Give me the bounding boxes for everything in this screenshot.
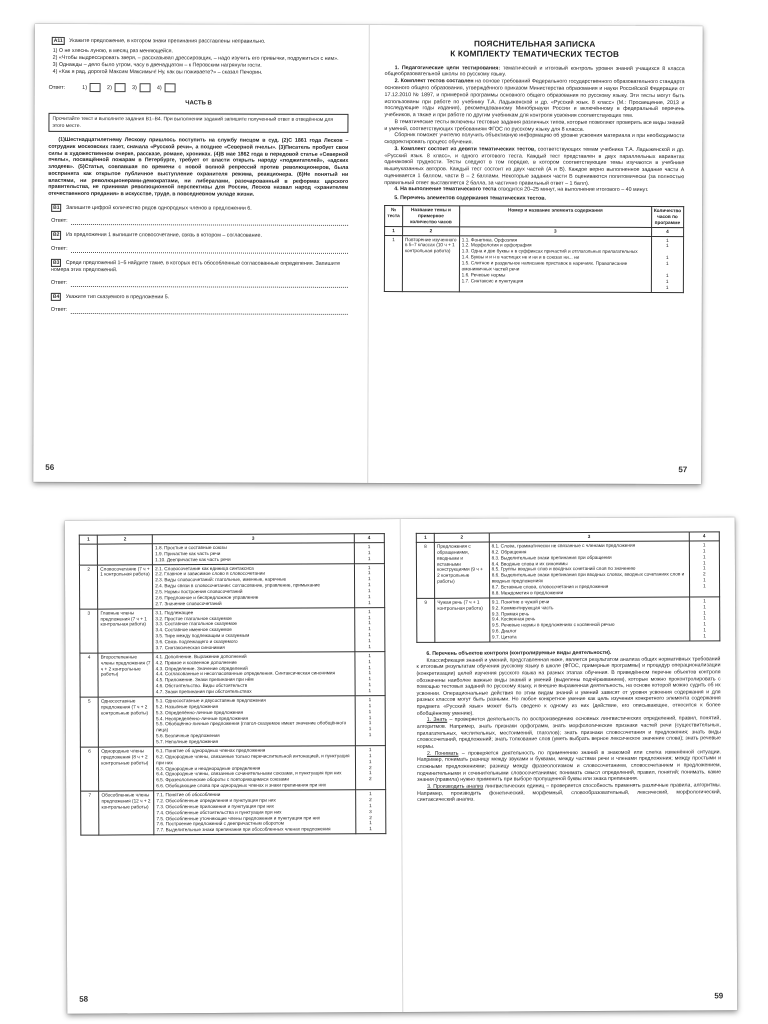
topic-cell: Словосочетание (7 ч + 1 контрольная работа) (98, 564, 153, 608)
task-label: B4 (51, 293, 61, 301)
test-number: 6 (80, 747, 99, 791)
hours-value: 1 (368, 614, 371, 620)
section-6 (416, 649, 721, 804)
element-item: 7.6. Построение предложений с деепричастным оборотом (156, 820, 284, 827)
answer-label: Ответ: (51, 245, 68, 252)
hours-value: 1 (368, 638, 371, 644)
topic-cell: Предложения с обращениями, вводными и вставными конструкциями (9 ч + 2 контрольные работы) (435, 542, 490, 598)
topic-cell (98, 544, 153, 565)
element-item: 8.7. Вставные слова, словосочетания и предложения (491, 583, 609, 590)
element-item: 7.7. Выделительные знаки препинания при обособленных членах предложения (156, 826, 331, 833)
section-heading: 6. Перечень объектов контроля (контролируемые виды деятельности). (426, 649, 612, 657)
column-number: 3 (152, 534, 353, 544)
task-b1 (48, 204, 348, 226)
task-label: A11 (52, 37, 65, 45)
control-item (417, 716, 721, 751)
column-number: 3 (459, 226, 651, 236)
hours-value: 1 (702, 542, 706, 548)
paragraph-body: В тематические тесты включены тестовые задания различных типов, которые позволяют проверить все виды знаний и умений, соответствующих требованиям ФГОС по русскому языку для 8 класса. (384, 118, 685, 133)
element-item: 3.3. Составное глагольное сказуемое (155, 621, 238, 627)
element-item: 4.5. Приложение. Знаки препинания при нём (155, 677, 254, 683)
options-list (49, 48, 349, 76)
bottom-spread (65, 517, 738, 1014)
top-spread (33, 24, 703, 484)
element-item: 9.3. Прямая речь (491, 610, 530, 617)
column-number: 4 (689, 532, 719, 541)
elements-cell (459, 235, 651, 292)
hours-value: 1 (666, 237, 669, 243)
hours-value: 2 (369, 814, 372, 820)
title-line: К КОМПЛЕКТУ ТЕМАТИЧЕСКИХ ТЕСТОВ (450, 49, 620, 59)
element-item: 4.3. Определение. Значение определений (155, 665, 248, 671)
hours-value: 1 (367, 544, 371, 550)
test-number: 7 (81, 791, 100, 835)
task-label: B1 (51, 204, 61, 212)
hours-value: 1 (703, 609, 706, 615)
topic-cell: Главные члены предложения (7 ч + 1 контрольная работа) (98, 608, 153, 652)
element-item: 1.4. Буквы и и н в частицах не и ни и в союзах ни... ни (461, 254, 580, 260)
element-item: 5.5. Обобщённо-личные предложения (глагол-сказуемое имеет значение обобщённого лица) (155, 720, 347, 733)
elements-cell (153, 607, 355, 652)
page-56 (33, 24, 369, 483)
task-label: B3 (51, 259, 61, 267)
hours-cell (354, 563, 385, 607)
topic-cell: Второстепенные члены предложения (7 ч + 2 контрольные работы) (98, 653, 153, 697)
elements-cell (489, 597, 689, 642)
hours-value: 1 (368, 714, 372, 720)
hours-cell (354, 651, 385, 695)
table-header: Номер и название элемента содержания (459, 206, 651, 227)
page-number: 57 (678, 465, 688, 475)
column-number: 1 (385, 226, 403, 235)
hours-value: 1 (369, 791, 372, 797)
element-item: 1.6. Речевые нормы (461, 272, 506, 278)
column-number: 4 (651, 227, 683, 236)
paragraph-lead: 1. Педагогические цели тестирования: (394, 64, 501, 72)
paragraph-lead: 2. Комплект тестов составлен (394, 78, 474, 85)
elements-cell (489, 541, 689, 598)
element-item: 1.10. Деепричастие как часть речи (155, 556, 231, 562)
hours-value: 1 (665, 261, 669, 267)
item-body: лингвистических единиц – проверяется способность применять различные правила, алгоритмы. Например, производить фонетический, морфемный, словообразовательный, лексический, морфологический, синтаксический анализ. (417, 782, 722, 804)
page-58 (65, 519, 403, 1014)
table-row (384, 235, 683, 292)
paragraph-body: на основе требований Федерального государственного образовательного стандарта основного общего образования, утверждённого приказом Министерства образования и науки Российской Федерации от 17.12.2010 № 1897, и примерной программы основного общего образования по русскому языку. Эти тесты могут быть использованы при работе по учебнику Т.А. Ладыженской и др. «Русский язык. 8 класс» (М.: Просвещение, 2013 и последующие годы издания), рекомендованному Минобрнауки России и включённому в федеральный перечень учебников, а также и при работе по другим учебникам для контроля усвоения соответствующих тем. (384, 78, 685, 119)
element-item: 2.6. Предложное и беспредложное управление (155, 594, 259, 601)
hours-value: 1 (368, 752, 372, 758)
hours-value: 1 (368, 652, 371, 658)
element-item: 3.6. Связь подлежащего и сказуемого (155, 638, 238, 645)
table-header: Количество часов по программе (651, 206, 683, 227)
element-item: 3.7. Синтаксическая синонимия (155, 644, 225, 651)
element-item: 9.7. Цитата (492, 634, 517, 640)
element-item: 2.1. Словосочетание как единица синтаксиса (155, 565, 254, 571)
control-item (417, 782, 721, 804)
elements-cell (153, 543, 354, 565)
hours-value: 1 (665, 284, 669, 290)
element-item: 1.3. Одна и две буквы н в суффиксах причастий и отглагольных прилагательных (461, 248, 638, 255)
hours-value: 1 (666, 243, 669, 249)
element-item: 4.2. Прямое и косвенное дополнение (155, 659, 237, 665)
element-item: 4.4. Согласованные и несогласованные определения. Синтаксическая синонимия (155, 670, 336, 677)
element-item: 4.1. Дополнение. Выражение дополнений (155, 653, 247, 660)
instructions-box: Прочитайте текст и выполните задания В1–В4. При выполнении заданий запишите полученный ответ в отведённом для этого месте. (48, 113, 348, 133)
hours-value: 1 (368, 720, 372, 726)
hours-cell (689, 597, 720, 641)
hours-value: 1 (666, 255, 669, 261)
hours-value: 1 (367, 576, 371, 582)
paragraph-body: тематический и итоговый контроль уровня знаний учащихся 8 класса общеобразовательной школы по русскому языку. (384, 65, 685, 78)
answer-line-b1[interactable] (51, 218, 348, 226)
element-item: 5.6. Безличные предложения (156, 733, 220, 739)
task-text: Из предложения 1 выпишите словосочетание, связь в котором – согласование. (65, 232, 262, 240)
test-number: 8 (416, 542, 434, 598)
element-item: 3.2. Простое глагольное сказуемое (155, 615, 232, 621)
element-item: 8.2. Обращения (491, 549, 527, 555)
element-item: 8.1. Слова, грамматически не связанные с членами предложения (491, 542, 636, 549)
hours-value: 2 (368, 764, 372, 770)
task-b4 (48, 293, 348, 315)
tasks-b (48, 204, 348, 315)
hours-value: 1 (703, 604, 706, 610)
element-item: 1.2. Морфология и орфография (461, 242, 532, 248)
table-header: Название темы и примерное количество часов (403, 206, 460, 227)
element-item: 7.4. Обособленные обстоятельства и пунктуация при них (156, 809, 282, 815)
hours-value: 2 (369, 797, 372, 803)
element-item: 3.4. Составное именное сказуемое (155, 627, 232, 633)
test-number: 3 (80, 609, 99, 653)
hours-value: 1 (367, 582, 371, 588)
element-item: 1.9. Причастие как часть речи (155, 550, 221, 557)
element-item: 8.5. Группы вводных слов и вводных сочетаний слов по значению (491, 566, 636, 572)
hours-value: 1 (367, 549, 371, 555)
paragraph (384, 187, 684, 195)
page-number: 59 (714, 991, 724, 1001)
element-item: 4.6. Обстоятельство. Виды обстоятельств (155, 682, 248, 689)
hours-value: 1 (368, 732, 372, 738)
test-number: 5 (80, 697, 99, 747)
paragraph-lead: 4. На выполнение тематического теста (394, 186, 497, 193)
hours-value: 1 (703, 577, 706, 583)
topic-cell: Однородные члены предложения (8 ч + 2 контрольные работы) (99, 747, 154, 791)
hours-value: 1 (665, 273, 669, 279)
answer-box[interactable] (115, 84, 126, 93)
hours-value: 1 (703, 633, 706, 639)
elements-cell (154, 790, 356, 835)
element-item: 2.3. Виды словосочетаний: глагольные, именные, наречные (155, 576, 287, 583)
section-heading: 5. Перечень элементов содержания тематических тестов. (394, 195, 546, 202)
table-row (80, 745, 385, 791)
element-item: 9.5. Речевые нормы в предложениях с косвенной речью (491, 622, 615, 628)
hours-value: 2 (703, 571, 706, 577)
element-item: 8.8. Междометия в предложении (491, 590, 564, 596)
hours-value: 1 (368, 599, 371, 605)
page-number: 58 (79, 994, 89, 1004)
answer-box[interactable] (140, 84, 151, 93)
hours-value: 1 (368, 702, 372, 708)
column-number: 3 (489, 532, 689, 542)
hours-value: 1 (368, 688, 372, 694)
section-body: Классификация знаний и умений, представленная ниже, является результатом анализа общих нормативных требований к итоговым результатам обучения русскому языку в школе (ФГОС, примерные программы) и процедур операционализации (конкретизации) целей изучения русского языка на разных этапах обучения. В приведённом перечне объектов контроля обозначены наиболее важные виды знаний и умений (выделены подчёркиванием), которые можно проконтролировать с помощью тестовых заданий по русскому языку, и внешне выраженная деятельность, на основе которой можно судить об их усвоении. Операциональные действия по этим видам знаний и умений зависят от уровня усвоения содержания и для разных классов могут быть разными. Но любое конкретное умение как цель изучения конкретного элемента содержания предмета «Русский язык» может быть сведено к одному из них (действие, его описывающее, относится к более обобщённому умению). (416, 655, 721, 717)
topic-cell: Повторение изученного в 5–7 классах (10 ч + 1 контрольная работа) (402, 235, 459, 291)
paragraph (384, 78, 684, 120)
hours-value: 1 (368, 708, 372, 714)
hours-cell (354, 607, 385, 651)
explanatory-text (384, 65, 684, 203)
hours-value: 1 (368, 770, 372, 776)
hours-value: 1 (702, 554, 706, 560)
hours-value: 1 (368, 758, 372, 764)
content-table (384, 205, 684, 293)
hours-value: 1 (665, 278, 669, 284)
element-item: 6.3. Однородные и неоднородные определения (156, 765, 261, 771)
test-number: 9 (417, 598, 435, 642)
hours-value: 1 (367, 564, 371, 570)
item-body: – проверяется деятельность по воспроизведению основных лингвистических определений, правил, понятий, алгоритмов. Например, знать признаки орфограмм, знать морфологические признаки частей речи (существительных, прилагательных, числительных, местоимений, глаголов); знать признаки словосочетания и предложения; знать виды словосочетаний, предложений; знать толкование слов (уметь выбрать верное лексическое значение слова); знать речевые нормы. (416, 715, 721, 750)
element-item: 9.1. Понятие о чужой речи (491, 598, 550, 605)
page-59 (400, 517, 738, 1012)
item-body: – проверяется деятельность по применению знаний в знакомой или слегка изменённой ситуации. Например, понимать разницу между звуками и буквами, между частями речи и членами предложения; между простыми и сложными предложениями; разницу между фразеологизмом и словосочетанием, словосочетанием и предложением, подчинительными и сочинительными словосочетаниями; понимать смысл определений, правил, понятий; понимать, какие знания (правила) нужно применить при выборе пропущенной буквы или знака препинания. (416, 749, 722, 784)
hours-value: 1 (368, 682, 372, 688)
paragraph (384, 119, 684, 134)
column-number: 2 (98, 535, 153, 544)
hours-value: 1 (703, 583, 706, 589)
hours-value: 1 (369, 820, 372, 826)
title-line: ПОЯСНИТЕЛЬНАЯ ЗАПИСКА (473, 39, 596, 49)
element-item: 7.2. Обособленные определения и пунктуация при них (156, 797, 276, 804)
answer-a11 (49, 83, 349, 93)
element-item: 5.7. Неполные предложения (156, 738, 219, 745)
element-item: 7.3. Обособленные приложения и пунктуация при них (156, 803, 275, 810)
table-row (417, 597, 720, 643)
hours-cell (354, 542, 385, 563)
element-item: 1.1. Фонетика. Орфоэпия (461, 236, 518, 243)
element-item: 6.1. Понятие об однородных членах предложения (156, 747, 266, 754)
hours-value: 1 (368, 626, 371, 632)
hours-value: 1 (368, 594, 371, 600)
paragraph-body: соответствующих темам учебника Т.А. Ладыженской и др. «Русский язык. 8 класс», и одного итогового теста. Каждый тест представлен в двух параллельных вариантах одинаковой трудности. Тесты следуют в том порядке, в котором соответствующие темы изучаются в учебнике вышеуказанных авторов. Каждый тест состоит из двух частей (А и В). Каждое верно выполненное задание части А оценивается 1 баллом, части В – 2 баллами. Некоторые задания части В оцениваются политомически (за полностью правильный ответ выставляется 2 балла, за частично правильный ответ – 1 балл). (384, 146, 685, 187)
option: 2) «Чтобы выдрессировать зверя, – рассказывал дрессировщик, – надо изучить его привычки, подружиться с ним». (52, 55, 339, 63)
answer-line-b4[interactable] (51, 307, 348, 315)
test-number: 1 (384, 235, 402, 291)
answer-label: Ответ: (50, 279, 68, 286)
table-row (81, 790, 386, 836)
paragraph-lead: 3. Комплект состоит из девяти тематических тестов, (394, 145, 536, 153)
hours-cell (355, 790, 386, 834)
hours-value: 1 (368, 632, 371, 638)
answer-box[interactable] (90, 83, 101, 92)
element-item: 8.3. Выделительные знаки препинания при обращении (491, 554, 612, 561)
answer-label: Ответ: (51, 218, 68, 225)
answer-box-label: 2) (107, 85, 112, 92)
task-text: Среди предложений 1–5 найдите такие, в которых есть обособленные согласованные определения. Запишите номера этих предложений. (50, 259, 341, 274)
hours-value: 1 (368, 670, 372, 676)
item-lead: 3. Производить анализ (427, 783, 484, 790)
element-item: 2.7. Значение словосочетаний (155, 600, 222, 607)
hours-value: 1 (367, 555, 371, 561)
control-item (417, 749, 721, 784)
hours-cell (689, 541, 720, 597)
element-item: 6.2. Однородные члены, связанные только перечислительной интонацией, и пунктуация при них (156, 753, 350, 765)
hours-value: 1 (703, 627, 706, 633)
elements-cell (154, 746, 356, 791)
element-item: 6.4. Однородные члены, связанные сочинительными союзами, и пунктуация при них (156, 770, 342, 777)
hours-cell (355, 695, 386, 745)
hours-value: 1 (368, 747, 372, 753)
paragraph-body: отводится 20–25 минут, на выполнение итогового – 40 минут. (496, 186, 649, 194)
answer-label: Ответ: (48, 85, 66, 92)
elements-cell (153, 563, 355, 608)
column-number: 2 (403, 226, 460, 235)
answer-box-label: 3) (131, 85, 137, 92)
hours-cell (651, 236, 684, 292)
element-item: 6.5. Фразеологические обороты с повторяющимися союзами (156, 776, 289, 783)
hours-value: 1 (703, 615, 706, 621)
table-row (80, 651, 385, 697)
hours-value: 1 (702, 548, 706, 554)
paragraph (384, 146, 684, 188)
table-header: № теста (385, 206, 403, 227)
part-b-heading: ЧАСТЬ В (185, 100, 212, 107)
hours-value: 1 (703, 565, 706, 571)
topic-cell: Обособленные члены предложения (12 ч + 2 контрольные работы) (99, 791, 154, 835)
hours-value: 1 (702, 559, 706, 565)
table-row (80, 695, 385, 747)
hours-value: 1 (368, 608, 371, 614)
element-item: 7.5. Обособленные уточняющие члены предложения и пунктуация при них (156, 814, 321, 821)
hours-value: 1 (368, 658, 372, 664)
element-item: 9.4. Косвенная речь (491, 616, 536, 622)
element-item: 2.5. Нормы построения словосочетаний (155, 588, 243, 595)
answer-label: Ответ: (50, 307, 68, 314)
task-b3 (48, 259, 348, 288)
column-number: 2 (434, 533, 489, 542)
hours-cell (355, 745, 386, 789)
element-item: 4.7. Знаки препинания при обстоятельствах (155, 688, 252, 695)
test-number: 2 (79, 565, 98, 609)
hours-value: 2 (368, 776, 372, 782)
page-57 (367, 25, 703, 484)
element-item: 9.2. Комментирующая часть (491, 604, 554, 611)
task-a11 (49, 37, 349, 46)
answer-box-label: 4) (156, 85, 162, 92)
page-number: 56 (45, 462, 55, 472)
item-lead: 1. Знать (426, 717, 448, 724)
element-item: 7.1. Понятие об обособлении (156, 791, 221, 798)
test-number (79, 544, 97, 565)
task-b2 (48, 231, 348, 253)
element-item: 5.1. Односоставные и двусоставные предложения (155, 697, 266, 704)
element-item: 8.4. Вводные слова и их синонимы (491, 560, 568, 567)
hours-value: 1 (703, 598, 706, 604)
hours-value: 1 (369, 802, 372, 808)
column-number: 1 (79, 535, 97, 544)
element-item: 6.6. Обобщающие слова при однородных членах и знаки препинания при них (156, 782, 327, 789)
paragraph-body: Сборник поможет учителю получить объективную информацию об уровне усвоения материала и при необходимости скорректировать процесс обучения. (384, 132, 685, 146)
element-item: 3.5. Тире между подлежащим и сказуемым (155, 632, 250, 639)
hours-value: 1 (368, 664, 372, 670)
topic-cell: Односоставные предложения (7 ч + 2 контрольные работы) (98, 697, 153, 747)
table-row (79, 563, 384, 609)
element-item: 2.4. Виды связи в словосочетании: согласование, управление, примыкание (155, 582, 321, 589)
element-item: 5.4. Неопределённо-личные предложения (155, 715, 249, 721)
content-table (79, 533, 387, 836)
hours-value: 1 (368, 726, 372, 732)
element-item: 1.8. Простые и составные союзы (155, 544, 227, 551)
element-item: 1.5. Слитное и раздельное написание приставок в наречиях. Правописание омонимичных частей речи (461, 260, 628, 272)
paragraph (384, 132, 684, 147)
test-number: 4 (80, 653, 99, 697)
column-number: 1 (416, 533, 434, 542)
hours-value: 1 (369, 826, 372, 832)
answer-box[interactable] (165, 84, 176, 93)
table-row (416, 541, 719, 598)
elements-cell (153, 696, 355, 747)
hours-value: 1 (368, 697, 372, 703)
hours-value: 1 (368, 620, 371, 626)
hours-value: 1 (703, 621, 706, 627)
content-table (416, 531, 721, 642)
task-label: B2 (51, 231, 61, 239)
hours-value: 1 (367, 570, 371, 576)
answer-line-b2[interactable] (51, 246, 348, 254)
element-item: 3.1. Подлежащее (155, 609, 194, 615)
reading-passage: (1)Шестнадцатилетнему Лескову пришлось поступить на службу писцом в суд. (2)С 1861 года Лесков – сотрудник московских газет, сначала «Русской речи», а позднее «Северной пчелы». (3)Писатель пробует свои силы в художественном очерке, рассказе, романе, хрониках. (4)В мае 1862 года в передовой статье «Северной пчелы», посвящённой пожарам в Петербурге, требует от власти открыть народу «поджигателей», «адских злодеев». (5)Статья, совпавшая по времени с новой волной репрессий против революционеров, была воспринята как открытое публичное выступление охранителя режима, реакционера. (6)Не понятый ни властями, ни революционерами-демократами, ни либералами, разочарованный в реформах царского правительства, не принимая революционной перспективы для России, Лесков назвал народ «хранителем отечественного предания» в искусстве, труде, в повседневном укладе жизни. (48, 137, 349, 198)
answer-box-label: 1) (82, 85, 88, 92)
element-item: 8.6. Выделительные знаки препинания при вводных словах, вводных сочетаниях слов и вводных предложениях (491, 571, 685, 584)
column-number: 4 (354, 534, 385, 543)
task-text: Укажите тип сказуемого в предложении 5. (65, 293, 170, 301)
paragraph (385, 65, 685, 80)
task-question: Укажите предложение, в котором знаки препинания расставлены неправильно. (69, 37, 266, 45)
elements-cell (153, 651, 355, 696)
answer-line-b3[interactable] (51, 280, 348, 288)
hours-value: 3 (369, 808, 372, 814)
hours-value: 1 (368, 644, 371, 650)
hours-value: 1 (368, 676, 372, 682)
element-item: 1.7. Синтаксис и пунктуация (461, 277, 524, 284)
element-item: 5.3. Определённо-личные предложения (155, 709, 244, 715)
option: 4) «Как я рад, дорогой Максим Максимыч! Ну, как вы поживаете?» – сказал Печорин. (52, 68, 263, 76)
table-row (79, 542, 384, 564)
element-item: 9.6. Диалог (491, 628, 517, 634)
page-title (385, 39, 685, 60)
hours-value: 1 (368, 588, 371, 594)
topic-cell: Чужая речь (7 ч + 1 контрольная работа) (435, 598, 490, 642)
option: 3) Однажды – дело было утром, часу в двенадцатом – к Перовским нагрянули гости. (52, 61, 262, 69)
option: 1) О не хлеснь луною, в месяц раз меняющейся. (52, 48, 174, 55)
table-row (80, 607, 385, 653)
element-item: 5.2. Назывные предложения (155, 703, 219, 710)
element-item: 2.2. Главное и зависимое слово в словосочетании (155, 571, 266, 577)
task-text: Запишите цифрой количество рядов однородных членов в предложении 6. (66, 204, 252, 212)
item-lead: 2. Понимать (426, 750, 459, 757)
table-header-row (385, 206, 684, 228)
